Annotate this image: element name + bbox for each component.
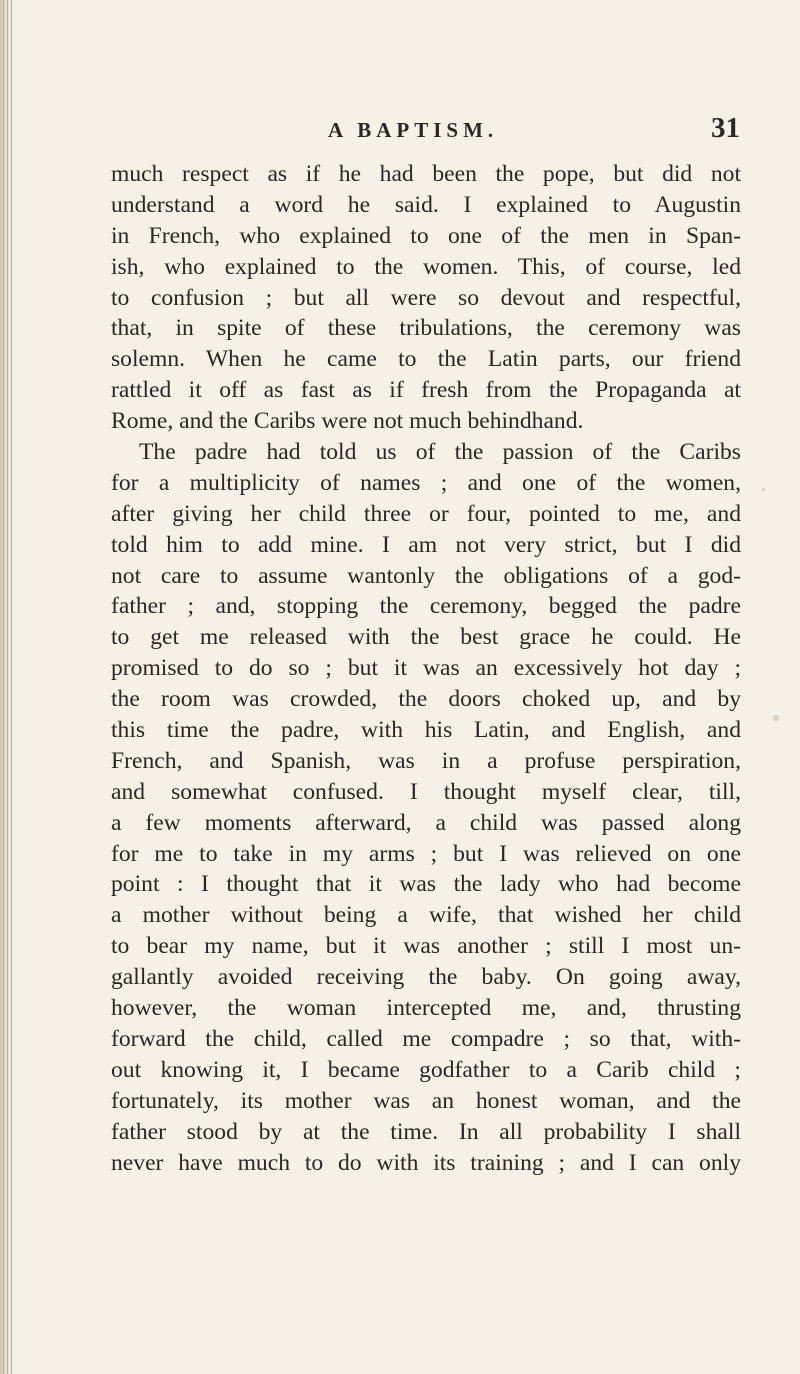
text-line-paragraph-start: The padre had told us of the passion of the Caribs (139, 439, 741, 466)
text-line: ish, who explained to the women. This, of course, led (111, 253, 741, 280)
text-line: father ; and, stopping the ceremony, begged the padre (111, 593, 741, 620)
text-line: out knowing it, I became godfather to a Carib child ; (111, 1056, 741, 1083)
text-line: fortunately, its mother was an honest woman, and the (111, 1087, 741, 1114)
text-line: Rome, and the Caribs were not much behindhand. (111, 408, 584, 435)
page-number: 31 (711, 112, 740, 144)
text-line: much respect as if he had been the pope, but did not (111, 161, 741, 187)
text-line: however, the woman intercepted me, and, thrusting (111, 995, 741, 1022)
text-line: gallantly avoided receiving the baby. On going away, (111, 964, 741, 991)
text-line: this time the padre, with his Latin, and English, and (111, 717, 741, 744)
text-line: for me to take in my arms ; but I was relieved on one (111, 840, 741, 867)
text-line: forward the child, called me compadre ; so that, with- (111, 1025, 741, 1052)
body-text (111, 159, 741, 1178)
text-line: a few moments afterward, a child was passed along (111, 809, 741, 836)
text-line: understand a word he said. I explained to Augustin (111, 191, 741, 218)
paper-speck (762, 488, 765, 491)
text-line: for a multiplicity of names ; and one of the women, (111, 469, 741, 496)
gutter-line (7, 0, 8, 1374)
text-line: to bear my name, but it was another ; still I most un- (111, 933, 741, 960)
text-line: solemn. When he came to the Latin parts, our friend (111, 346, 741, 373)
text-line: in French, who explained to one of the men in Span- (111, 222, 741, 249)
text-line: to confusion ; but all were so devout and respectful, (111, 284, 741, 311)
running-head: A BAPTISM. (328, 118, 499, 142)
text-line: French, and Spanish, was in a profuse perspiration, (111, 747, 741, 774)
paper-speck (773, 715, 779, 721)
text-line: after giving her child three or four, pointed to me, and (111, 500, 741, 527)
text-line: never have much to do with its training ; and I can only (111, 1149, 741, 1176)
text-line: to get me released with the best grace he could. He (111, 624, 741, 651)
gutter-line (11, 0, 12, 1374)
text-line: a mother without being a wife, that wished her child (111, 902, 741, 929)
text-line: rattled it off as fast as if fresh from the Propaganda at (111, 377, 741, 404)
text-line: that, in spite of these tribulations, the ceremony was (111, 315, 741, 342)
gutter-line (3, 0, 4, 1374)
text-line: not care to assume wantonly the obligations of a god- (111, 562, 741, 589)
text-line: told him to add mine. I am not very strict, but I did (111, 531, 741, 558)
text-line: the room was crowded, the doors choked up, and by (111, 686, 741, 713)
text-line: and somewhat confused. I thought myself clear, till, (111, 778, 741, 805)
text-line: father stood by at the time. In all probability I shall (111, 1118, 741, 1145)
text-line: point : I thought that it was the lady who had become (111, 871, 741, 898)
text-line: promised to do so ; but it was an excessively hot day ; (111, 655, 741, 682)
